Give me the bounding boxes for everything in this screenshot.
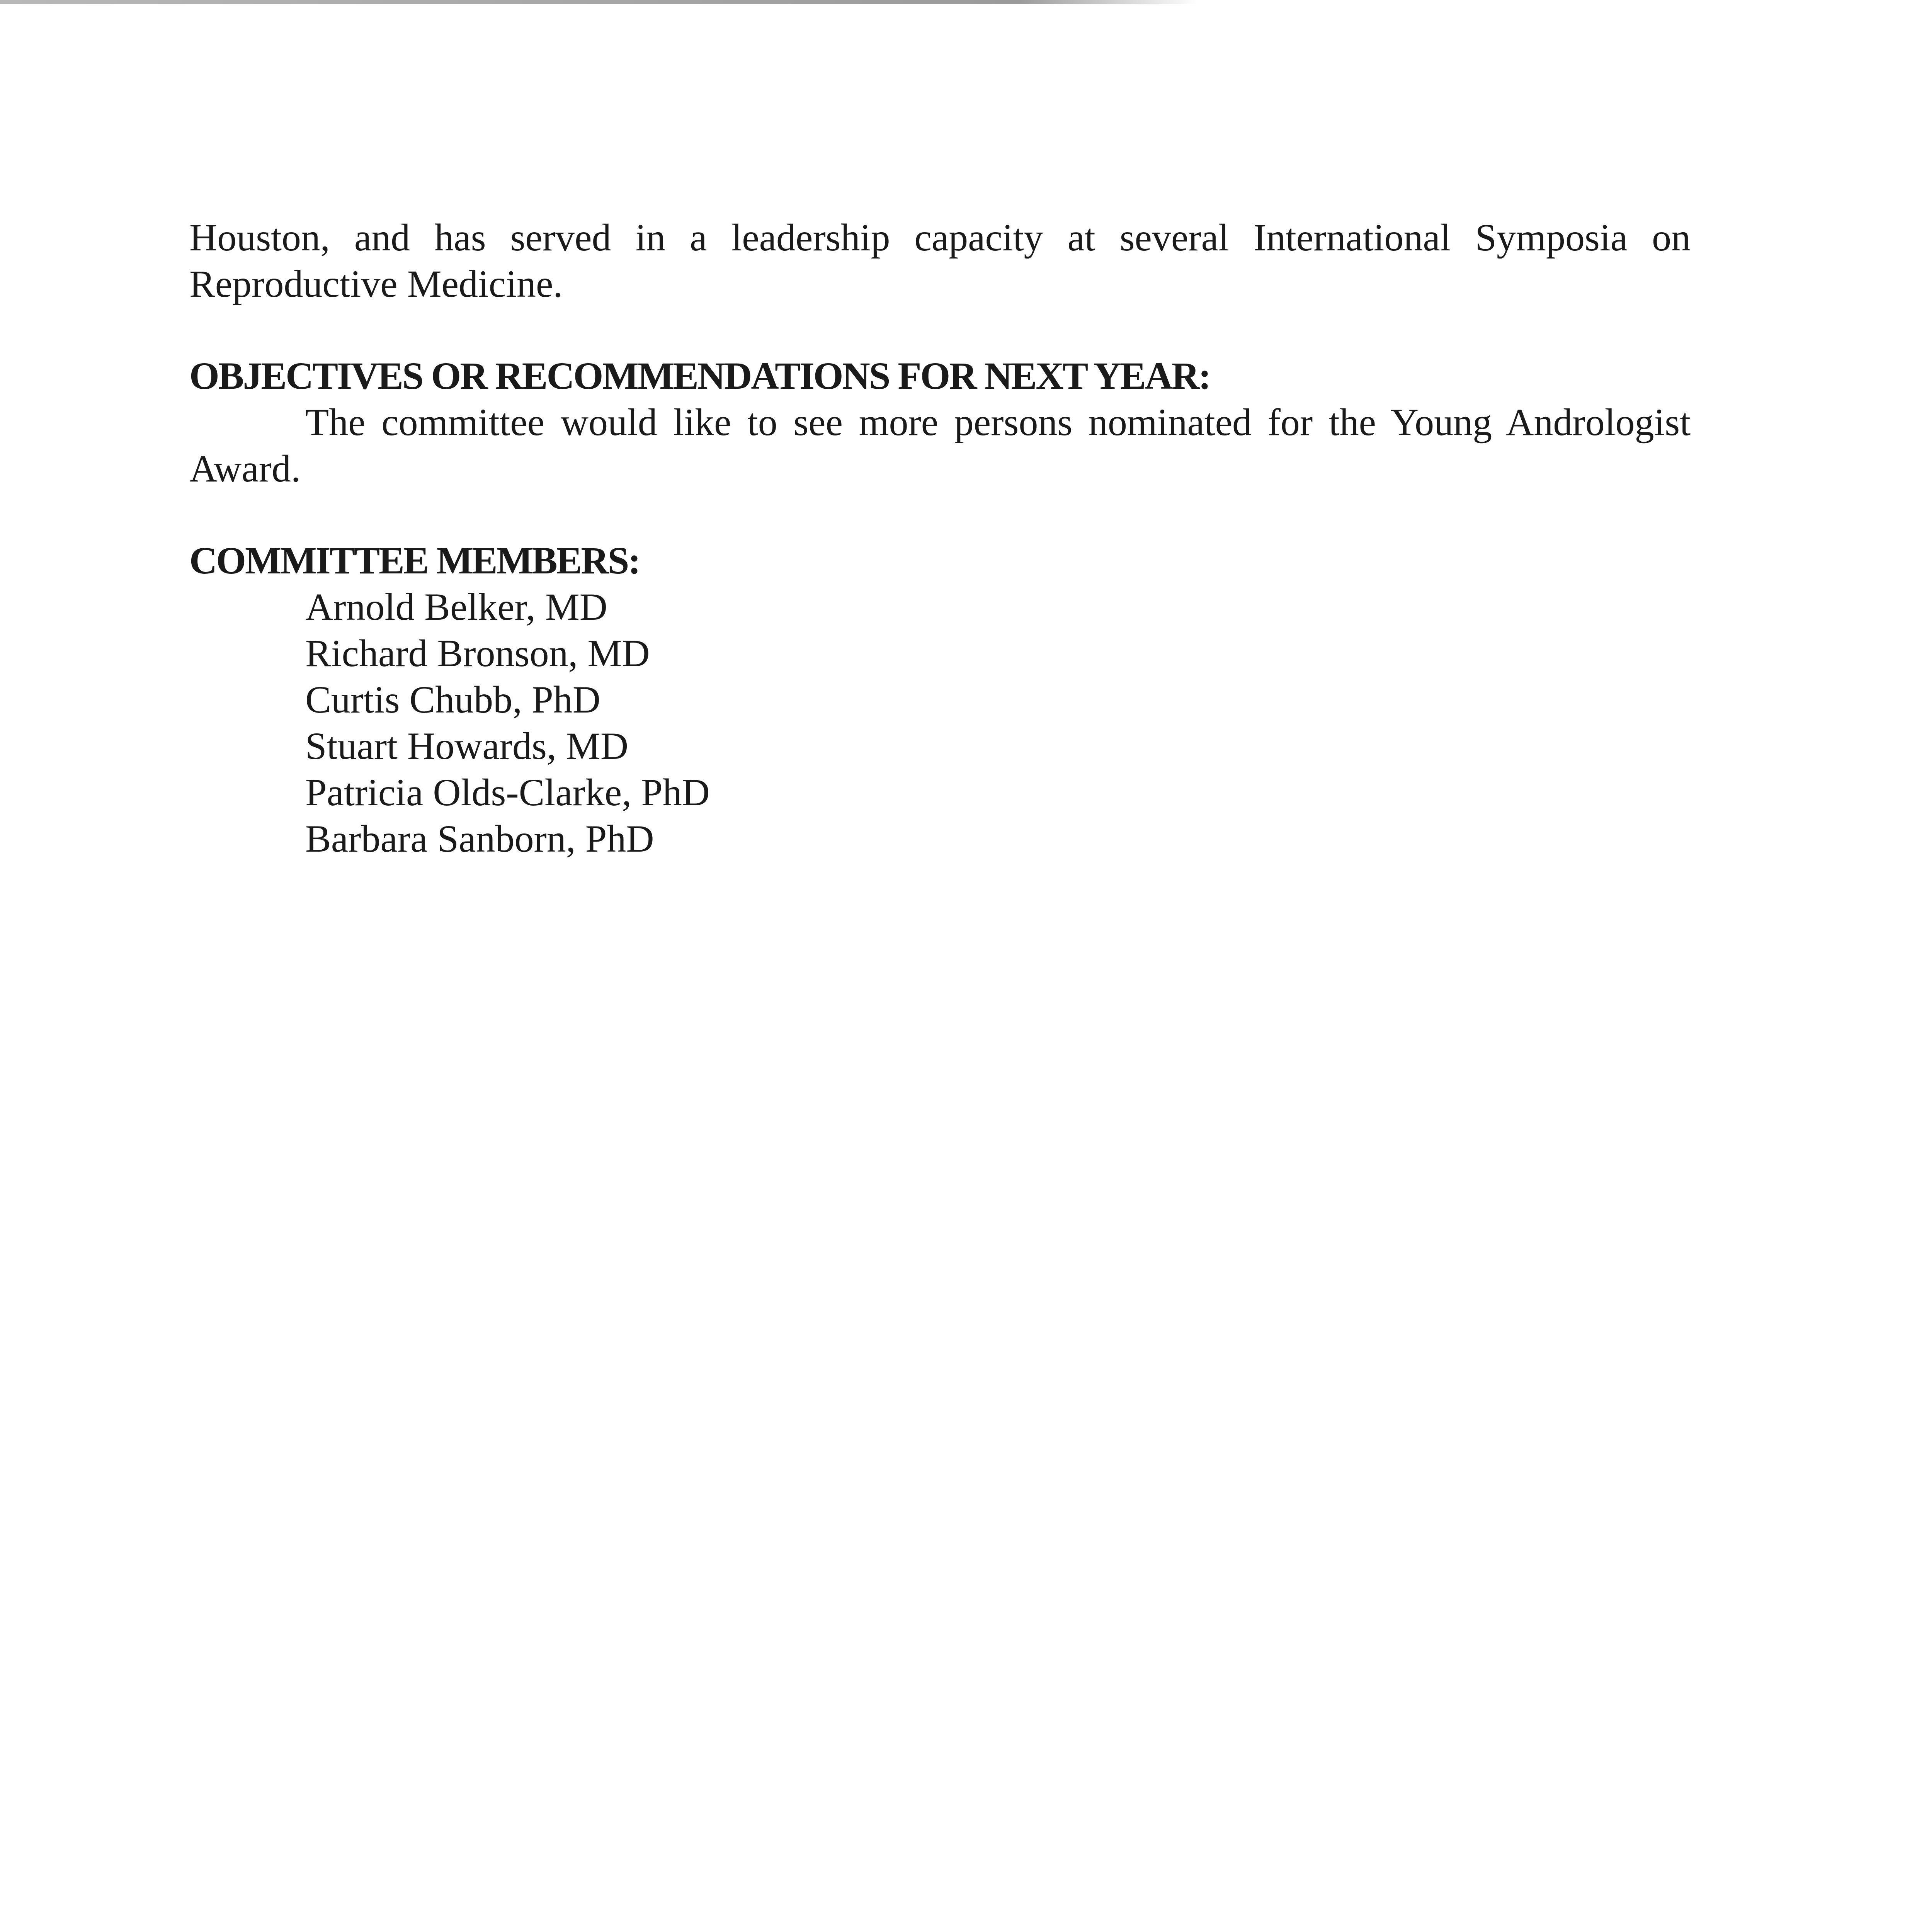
objectives-paragraph: The committee would like to see more persons nominated for the Young Andrologist Award. — [189, 401, 1691, 490]
objectives-heading: OBJECTIVES OR RECOMMENDATIONS FOR NEXT YEAR: — [189, 354, 1210, 397]
committee-member: Richard Bronson, MD — [305, 632, 650, 675]
scan-top-edge — [0, 0, 1198, 4]
document-body — [189, 214, 1691, 862]
committee-member: Arnold Belker, MD — [305, 585, 607, 628]
committee-member: Stuart Howards, MD — [305, 724, 629, 767]
committee-member: Barbara Sanborn, PhD — [305, 817, 654, 860]
committee-member: Patricia Olds-Clarke, PhD — [305, 771, 710, 814]
intro-paragraph: Houston, and has served in a leadership capacity at several International Symposia on Reproductive Medicine. — [189, 216, 1691, 305]
committee-heading: COMMITTEE MEMBERS: — [189, 539, 640, 582]
committee-member: Curtis Chubb, PhD — [305, 678, 601, 721]
committee-member-list — [189, 584, 1691, 862]
